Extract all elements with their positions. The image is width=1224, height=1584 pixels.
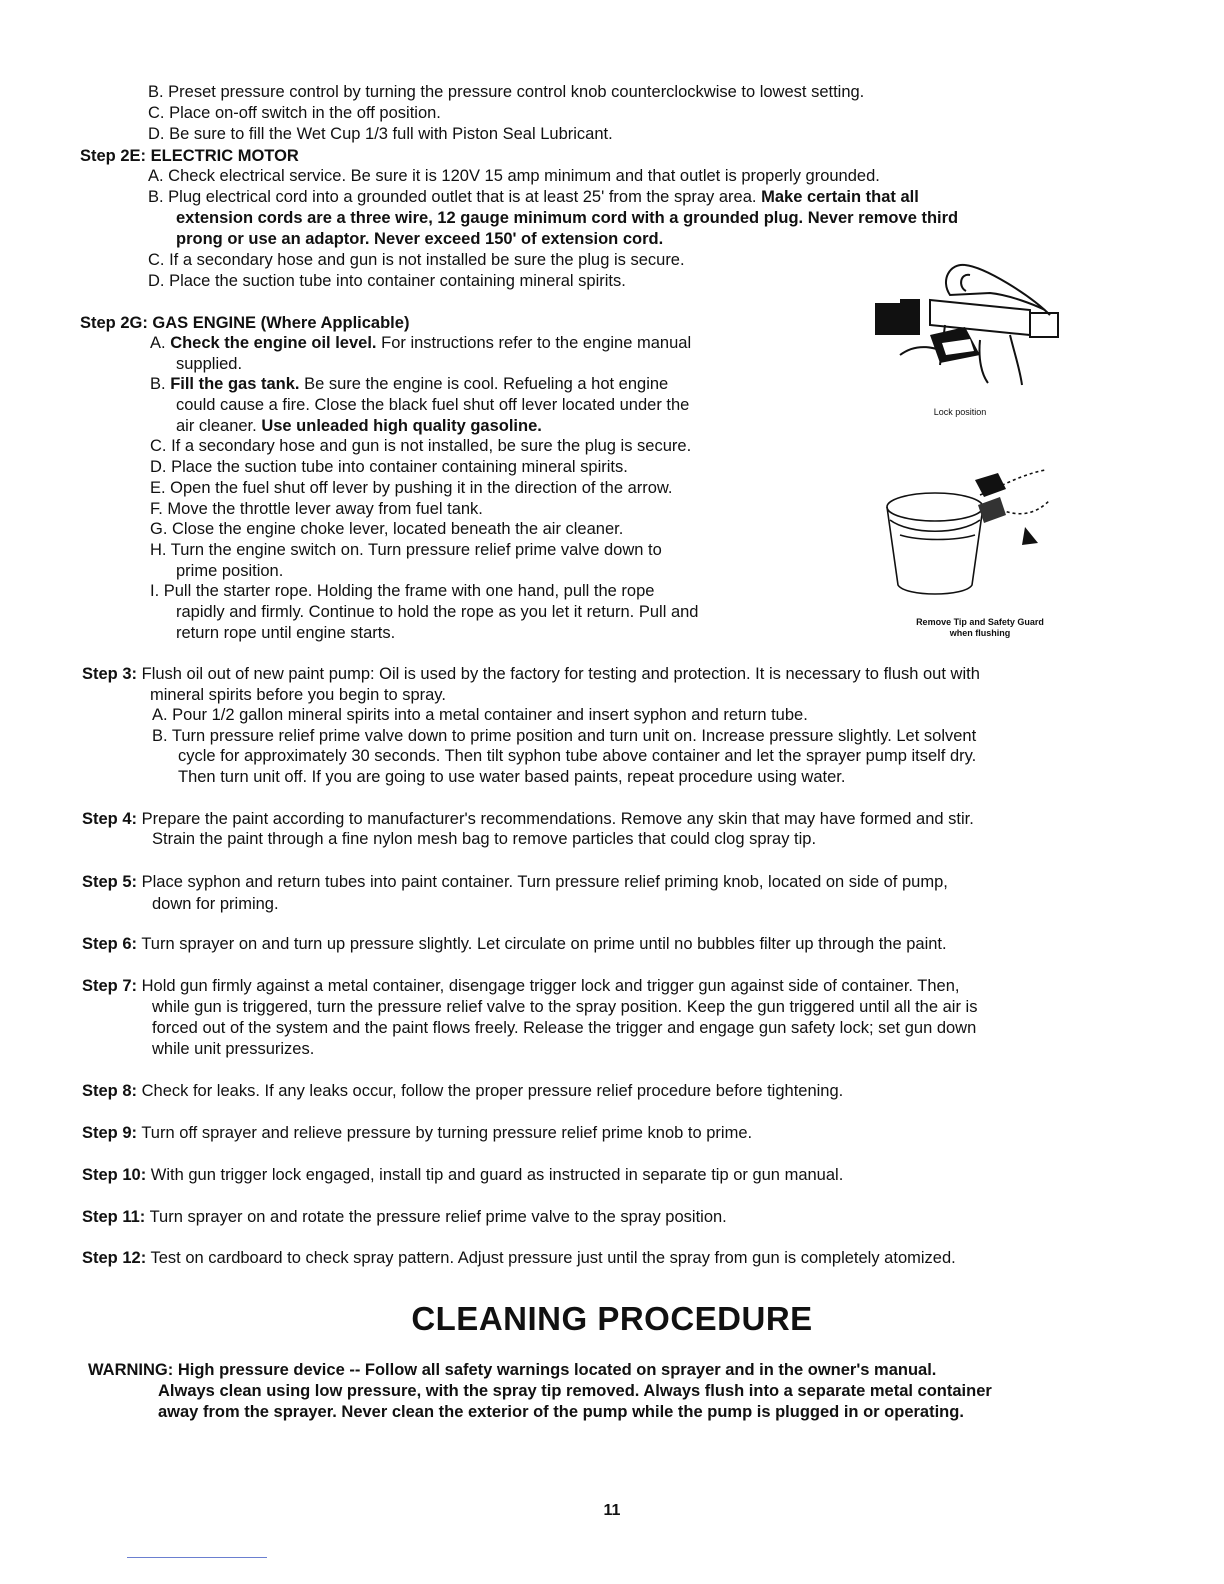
step8-line1 [82, 1081, 843, 1101]
step9-line1 [82, 1123, 752, 1143]
cleaning-procedure-title: CLEANING PROCEDURE [411, 1300, 813, 1337]
step8-label: Step 8: [82, 1082, 138, 1100]
step5-line2: down for priming. [152, 895, 279, 913]
step8-text: Check for leaks. If any leaks occur, follow the proper pressure relief procedure before tightening. [141, 1082, 844, 1100]
bucket-caption-line2: when flushing [949, 628, 1011, 638]
step2e-title: ELECTRIC MOTOR [150, 147, 299, 165]
step4-line2: Strain the paint through a fine nylon mesh bag to remove particles that could clog spray tip. [152, 830, 817, 848]
step2e-item-a: A. Check electrical service. Be sure it is 120V 15 amp minimum and that outlet is properly grounded. [148, 167, 880, 185]
step2e-label: Step 2E: [80, 147, 147, 165]
step11-label: Step 11: [82, 1208, 146, 1226]
step3-item-b2: cycle for approximately 30 seconds. Then tilt syphon tube above container and let the sprayer pump itself dry. [178, 747, 977, 765]
step2g-item-b-prefix: B. [150, 375, 166, 393]
step4-line1 [82, 809, 974, 829]
step2e-heading [80, 146, 299, 166]
step6-label: Step 6: [82, 935, 138, 953]
step9-label: Step 9: [82, 1124, 138, 1142]
step3-item-a: A. Pour 1/2 gallon mineral spirits into a metal container and insert syphon and return tube. [152, 706, 808, 724]
step2-item-b: B. Preset pressure control by turning the pressure control knob counterclockwise to lowest setting. [148, 83, 865, 101]
step2g-item-h-cont: prime position. [176, 562, 284, 580]
step2e-item-d: D. Place the suction tube into container containing mineral spirits. [148, 272, 626, 290]
step6-line1 [82, 934, 947, 954]
bucket-caption [885, 617, 1075, 639]
cleaning-warning-line1 [88, 1360, 936, 1380]
step3-line2: mineral spirits before you begin to spray. [150, 686, 446, 704]
lock-position-caption: Lock position [933, 407, 987, 417]
warning-label: WARNING: [88, 1361, 174, 1379]
step7-line4: while unit pressurizes. [152, 1040, 315, 1058]
step3-text: Flush oil out of new paint pump: Oil is used by the factory for testing and protection. It is necessary to flush out with [141, 665, 980, 683]
step2g-item-b-cont1: could cause a fire. Close the black fuel shut off lever located under the [176, 396, 690, 414]
step2-item-c: C. Place on-off switch in the off position. [148, 104, 441, 122]
step2g-item-a-prefix: A. [150, 334, 166, 352]
step7-line3: forced out of the system and the paint flows freely. Release the trigger and engage gun safety lock; set gun down [152, 1019, 977, 1037]
cleaning-warning-line3: away from the sprayer. Never clean the exterior of the pump while the pump is plugged in or operating. [158, 1403, 964, 1421]
step12-label: Step 12: [82, 1249, 147, 1267]
step2g-item-i-cont2: return rope until engine starts. [176, 624, 396, 642]
step5-label: Step 5: [82, 873, 138, 891]
step12-line1 [82, 1248, 956, 1268]
step2g-item-d: D. Place the suction tube into container containing mineral spirits. [150, 458, 628, 476]
step2e-item-b [148, 187, 919, 207]
step7-label: Step 7: [82, 977, 138, 995]
step12-text: Test on cardboard to check spray pattern. Adjust pressure just until the spray from gun is completely atomized. [150, 1249, 956, 1267]
footer-rule [127, 1557, 267, 1558]
step10-label: Step 10: [82, 1166, 147, 1184]
step2g-item-e: E. Open the fuel shut off lever by pushing it in the direction of the arrow. [150, 479, 673, 497]
step2g-item-b-cont2 [176, 416, 542, 436]
step2g-item-a [150, 333, 691, 353]
warning-text-1: High pressure device -- Follow all safety warnings located on sprayer and in the owner's manual. [177, 1361, 937, 1379]
step2g-item-b [150, 374, 668, 394]
step2g-item-i: I. Pull the starter rope. Holding the frame with one hand, pull the rope [150, 582, 655, 600]
bucket-caption-line1: Remove Tip and Safety Guard [916, 617, 1044, 627]
step2g-item-a-rest: For instructions refer to the engine manual [381, 334, 692, 352]
step3-item-b3: Then turn unit off. If you are going to use water based paints, repeat procedure using water. [178, 768, 846, 786]
step5-text: Place syphon and return tubes into paint container. Turn pressure relief priming knob, located on side of pump, [141, 873, 948, 891]
step11-line1 [82, 1207, 727, 1227]
step7-line1 [82, 976, 959, 996]
step9-text: Turn off sprayer and relieve pressure by turning pressure relief prime knob to prime. [141, 1124, 753, 1142]
step3-line1 [82, 664, 980, 684]
step2e-item-b-warning-2: extension cords are a three wire, 12 gauge minimum cord with a grounded plug. Never remove third [176, 209, 959, 227]
step2g-item-b-cont2-text: air cleaner. [176, 417, 257, 435]
step7-text: Hold gun firmly against a metal container, disengage trigger lock and trigger gun against side of container. Then, [141, 977, 960, 995]
step2e-item-b-warning-3: prong or use an adaptor. Never exceed 150' of extension cord. [176, 230, 664, 248]
step7-line2: while gun is triggered, turn the pressure relief valve to the spray position. Keep the gun triggered until all the air is [152, 998, 978, 1016]
step11-text: Turn sprayer on and rotate the pressure relief prime valve to the spray position. [149, 1208, 727, 1226]
step2g-item-b-bold: Fill the gas tank. [170, 375, 300, 393]
step2g-item-a-cont: supplied. [176, 355, 243, 373]
bucket-flushing-illustration [880, 465, 1065, 605]
step3-label: Step 3: [82, 665, 138, 683]
step10-line1 [82, 1165, 843, 1185]
step2-item-d: D. Be sure to fill the Wet Cup 1/3 full with Piston Seal Lubricant. [148, 125, 613, 143]
step6-text: Turn sprayer on and turn up pressure slightly. Let circulate on prime until no bubbles filter up through the paint. [141, 935, 947, 953]
page-number: 11 [603, 1502, 621, 1519]
step4-text: Prepare the paint according to manufacturer's recommendations. Remove any skin that may have formed and stir. [141, 810, 974, 828]
step2g-item-c: C. If a secondary hose and gun is not installed, be sure the plug is secure. [150, 437, 692, 455]
step10-text: With gun trigger lock engaged, install tip and guard as instructed in separate tip or gun manual. [150, 1166, 844, 1184]
step3-item-b1: B. Turn pressure relief prime valve down to prime position and turn unit on. Increase pressure slightly. Let solvent [152, 727, 977, 745]
step2g-item-h: H. Turn the engine switch on. Turn pressure relief prime valve down to [150, 541, 662, 559]
step2e-item-c: C. If a secondary hose and gun is not installed be sure the plug is secure. [148, 251, 685, 269]
step2e-item-b-warning: Make certain that all [761, 188, 919, 206]
step2g-item-a-bold: Check the engine oil level. [170, 334, 377, 352]
step2g-item-i-cont1: rapidly and firmly. Continue to hold the rope as you let it return. Pull and [176, 603, 699, 621]
cleaning-warning-line2: Always clean using low pressure, with the spray tip removed. Always flush into a separate metal container [158, 1382, 992, 1400]
spray-gun-lock-illustration [870, 255, 1070, 405]
step2g-item-f: F. Move the throttle lever away from fuel tank. [150, 500, 483, 518]
step2g-item-b-cont2-bold: Use unleaded high quality gasoline. [261, 417, 542, 435]
step2g-item-g: G. Close the engine choke lever, located beneath the air cleaner. [150, 520, 624, 538]
step2e-item-b-text: B. Plug electrical cord into a grounded outlet that is at least 25' from the spray area. [148, 188, 757, 206]
step4-label: Step 4: [82, 810, 138, 828]
step5-line1 [82, 872, 948, 892]
step2g-heading: Step 2G: GAS ENGINE (Where Applicable) [80, 314, 410, 332]
step2g-item-b-rest: Be sure the engine is cool. Refueling a hot engine [304, 375, 669, 393]
